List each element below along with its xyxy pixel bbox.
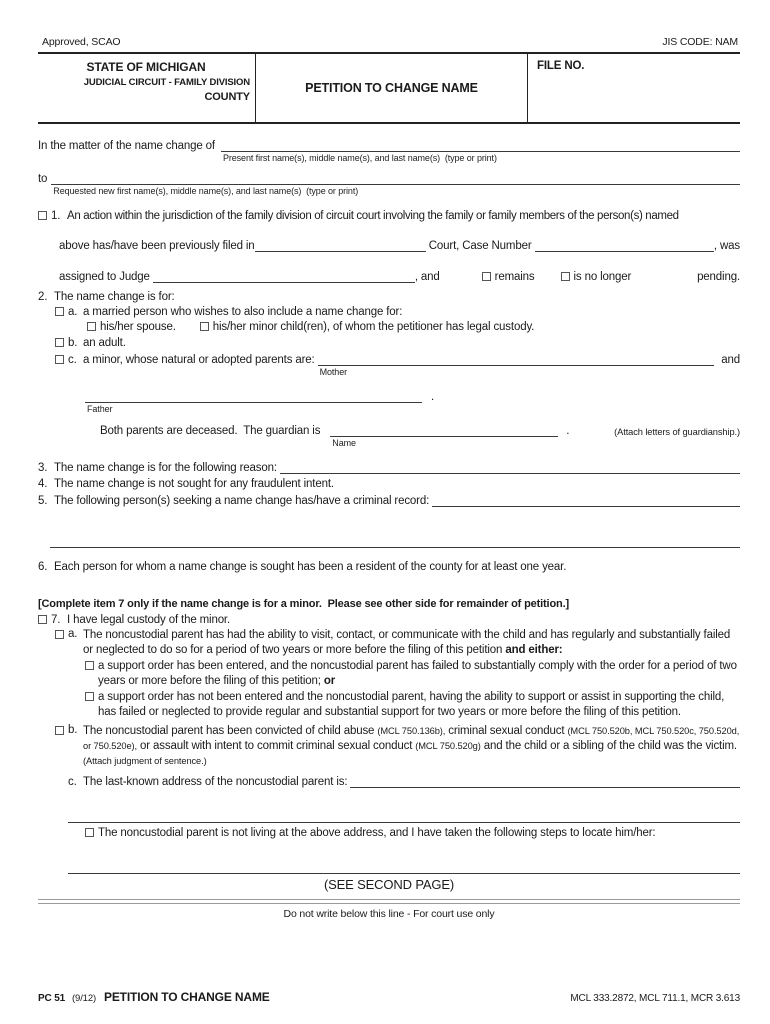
requested-name-field[interactable] [51,172,740,196]
to-label: to [38,173,48,185]
state-title: STATE OF MICHIGAN [86,60,206,74]
item2b-letter: b. [68,337,78,349]
adult-checkbox[interactable] [55,338,64,347]
item7a-paragraph [83,628,740,658]
court-use-label: Do not write below this line - For court use only [283,908,495,920]
support-order-not-entered-paragraph [98,690,740,720]
item5-row [38,494,740,507]
support-order-entered-or: or [323,675,336,687]
item1-filed-in-label: above has/have been previously filed in [59,240,255,252]
was-label: , was [713,240,740,252]
support-order-not-entered-checkbox[interactable] [85,692,94,701]
item1-row2 [59,239,740,252]
item7c-row [68,775,740,788]
address-field-2[interactable] [68,810,740,823]
item7a-row [55,628,740,658]
guardian-period: . [566,425,570,437]
item7b-seg1: The noncustodial parent has been convicted of child abuse [83,725,378,737]
item2a-text: a married person who wishes to also include a name change for: [83,306,403,318]
item7b-seg3: or assault with intent to commit criminal sexual conduct [137,740,416,752]
footer-form-title: PETITION TO CHANGE NAME [103,990,270,1004]
convicted-checkbox[interactable] [55,726,64,735]
support-order-entered-row [85,659,740,689]
item3-text: The name change is for the following reason: [54,462,280,474]
and-label: , and [414,271,440,283]
judge-field[interactable] [153,270,415,283]
top-annotations [38,36,740,52]
item2c-and-label: and [721,354,740,366]
support-order-entered-text: a support order has been entered, and the noncustodial parent has failed to substantially comply with the order for a period of two years or more before the filing of this petition; [98,660,737,687]
minor-note-row [38,598,740,610]
father-row [85,390,740,414]
form-footer [38,990,740,1004]
case-number-field[interactable] [535,239,714,252]
file-no-label[interactable]: FILE NO. [537,60,585,72]
matter-intro-label: In the matter of the name change of [38,140,215,152]
present-name-caption: Present first name(s), middle name(s), and last name(s) (type or print) [222,152,497,163]
support-order-not-entered-row [85,690,740,720]
form-code-label: PC 51 [38,993,66,1004]
matter-of-row [38,139,740,163]
item2a-row [55,306,740,318]
attach-judgment-note: (Attach judgment of sentence.) [83,756,207,766]
item1-row3 [59,270,740,283]
address-row2 [68,810,740,823]
item3-row [38,461,740,474]
item1-checkbox[interactable] [38,211,47,220]
minor-note-text: [Complete item 7 only if the name change is for a minor. Please see other side for remainder of petition.] [38,598,570,610]
noncustodial-failed-contact-checkbox[interactable] [55,630,64,639]
form-header-box [38,52,740,124]
court-use-divider [38,899,740,904]
judicial-circuit-label: JUDICIAL CIRCUIT - FAMILY DIVISION [83,77,250,88]
item2c-text: a minor, whose natural or adopted parents are: [83,354,318,366]
see-second-page-label: (SEE SECOND PAGE) [323,877,455,892]
approved-scao-label: Approved, SCAO [42,36,121,48]
form-title: PETITION TO CHANGE NAME [256,54,528,122]
criminal-record-field[interactable] [432,494,740,507]
item7a-and-either: and either: [505,644,563,656]
item7-text: I have legal custody of the minor. [67,614,231,626]
criminal-record-field-2[interactable] [50,535,740,548]
locate-row [85,827,740,839]
present-name-field[interactable] [221,139,740,163]
item2c-letter: c. [68,354,77,366]
guardian-row [100,424,740,448]
father-caption: Father [87,403,113,414]
father-period: . [431,391,435,403]
item7b-seg2: criminal sexual conduct [445,725,568,737]
remains-label: remains [494,271,535,283]
item5-text: The following person(s) seeking a name change has/have a criminal record: [54,495,433,507]
item7a-letter: a. [68,628,78,640]
pending-label: pending. [697,271,740,283]
support-order-not-entered-text: a support order has not been entered and the noncustodial parent, having the ability to support or assist in supporting the child, has failed or neglected to provide regular and substantial support for two years or more before the filing of this petition. [98,691,725,718]
item2-label: The name change is for: [54,291,175,303]
minor-checkbox[interactable] [55,355,64,364]
item2a-options-row [87,321,740,333]
guardian-name-caption: Name [332,437,356,448]
reason-field[interactable] [280,461,740,474]
locate-text: The noncustodial parent is not living at the above address, and I have taken the following steps to locate him/her: [98,827,656,839]
item7-row [38,614,740,626]
remains-checkbox[interactable] [482,272,491,281]
item7b-mcl1: (MCL 750.136b), [377,726,446,736]
item4-number: 4. [38,478,48,490]
married-person-checkbox[interactable] [55,307,64,316]
item7c-text: The last-known address of the noncustodial parent is: [83,776,351,788]
support-order-entered-checkbox[interactable] [85,661,94,670]
court-use-row [38,908,740,920]
item2b-text: an adult. [83,337,126,349]
court-field[interactable] [255,239,426,252]
locate-steps-field[interactable] [68,861,740,874]
item6-row [38,561,740,573]
assigned-judge-label: assigned to Judge [59,271,153,283]
father-field[interactable] [85,390,422,414]
item4-text: The name change is not sought for any fraudulent intent. [54,478,334,490]
item2a-letter: a. [68,306,78,318]
item7b-seg4: and the child or a sibling of the child was the victim. [480,740,737,752]
item7b-paragraph [83,724,740,769]
locate-steps-row [68,861,740,874]
item6-text: Each person for whom a name change is sought has been a resident of the county for at least one year. [54,561,567,573]
item7b-mcl3: (MCL 750.520g) [415,741,481,751]
court-cell [38,54,256,122]
mother-field[interactable] [318,353,715,377]
support-order-entered-paragraph [98,659,740,689]
spouse-checkbox[interactable] [87,322,96,331]
criminal-record-row2 [50,535,740,548]
address-field[interactable] [350,775,740,788]
item7c-letter: c. [68,776,77,788]
item2c-row [55,353,740,377]
item1-number: 1. [51,210,61,222]
mother-caption: Mother [319,366,348,377]
item7b-letter: b. [68,724,78,736]
no-longer-label: is no longer [573,271,632,283]
item2-number: 2. [38,291,48,303]
requested-name-caption: Requested new first name(s), middle name(s), and last name(s) (type or print) [53,185,359,196]
minor-child-label: his/her minor child(ren), of whom the petitioner has legal custody. [212,321,535,333]
item7b-row [55,724,740,769]
item7a-text: The noncustodial parent has had the ability to visit, contact, or communicate with the child and has regularly and substantially failed or neglected to do so for a period of two years or more before the filing of this petition [83,629,731,656]
requested-name-row [38,172,740,196]
not-living-at-address-checkbox[interactable] [85,828,94,837]
guardian-name-field[interactable] [330,424,558,448]
case-number-label: Court, Case Number [425,240,535,252]
item5-number: 5. [38,495,48,507]
footer-citations: MCL 333.2872, MCL 711.1, MCR 3.613 [570,993,740,1004]
item7-number: 7. [51,614,61,626]
attach-guardianship-note: (Attach letters of guardianship.) [614,427,740,437]
form-revision-label: (9/12) [72,993,96,1004]
item7b-mcl2: (MCL 750.520b, MCL 750.520c, 750.520d, or 750.520e), [83,726,740,751]
county-label: COUNTY [204,91,250,103]
see-second-page-row [38,877,740,892]
item3-number: 3. [38,462,48,474]
item4-row [38,478,740,490]
deceased-label: Both parents are deceased. The guardian is [100,425,321,437]
jis-code-label: JIS CODE: NAM [662,36,738,48]
item6-number: 6. [38,561,48,573]
spouse-label: his/her spouse. [100,321,176,333]
item1-row1 [38,210,740,222]
item2-row [38,291,740,303]
minor-child-checkbox[interactable] [200,322,209,331]
item7-custody-checkbox[interactable] [38,615,47,624]
item2b-row [55,337,740,349]
no-longer-pending-checkbox[interactable] [561,272,570,281]
item1-line1-text: An action within the jurisdiction of the family division of circuit court involving the family or family members of the person(s) named [67,210,679,222]
